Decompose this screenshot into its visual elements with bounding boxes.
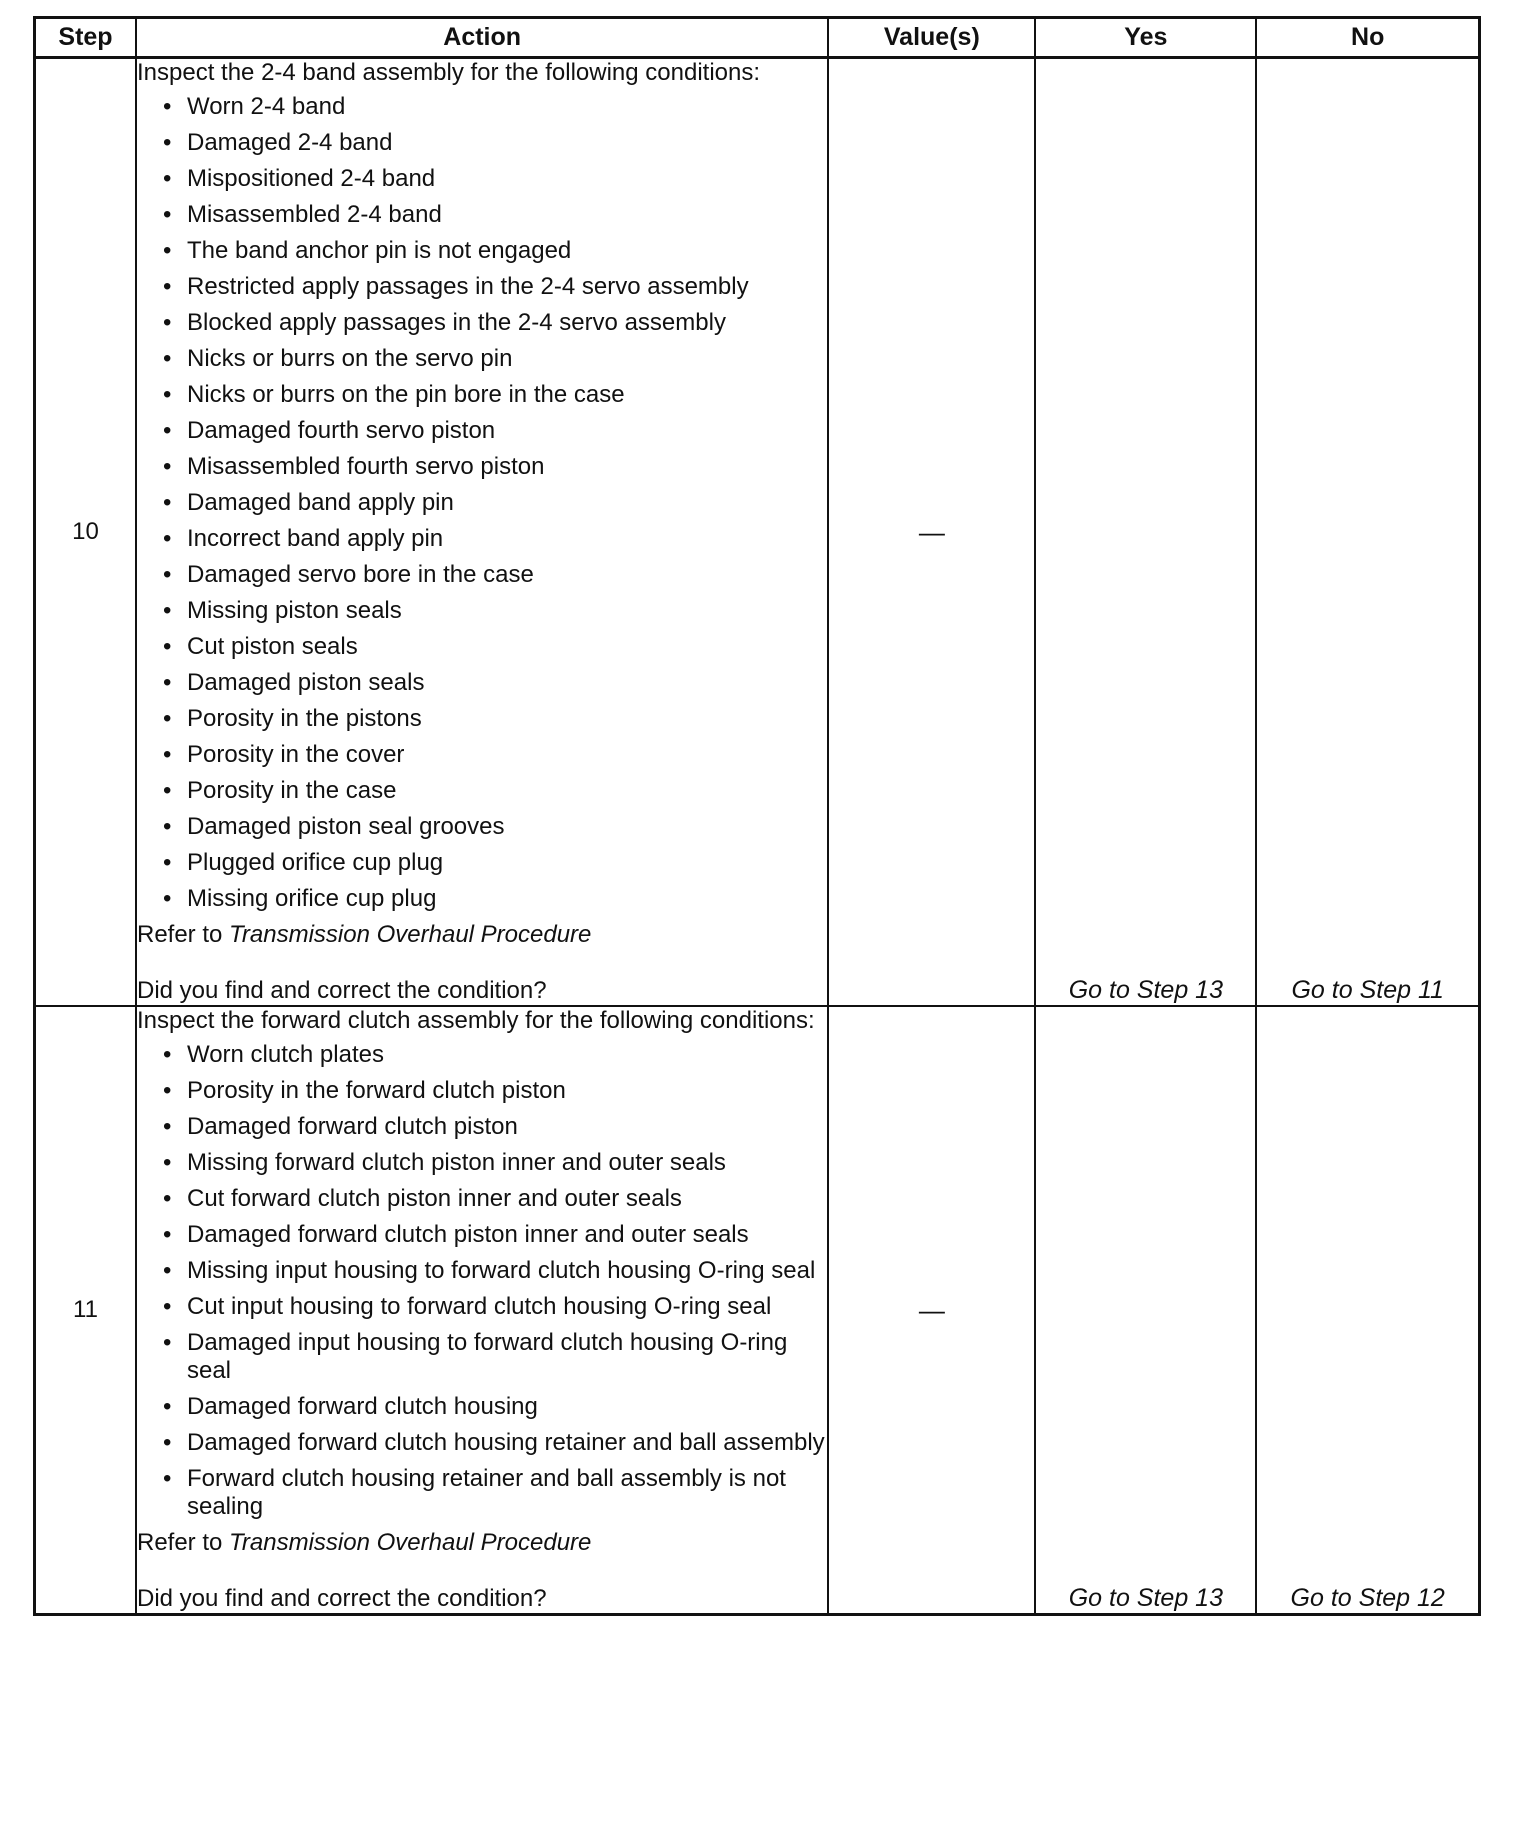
condition-text: Worn 2-4 band: [186, 93, 346, 120]
bullet-icon: •: [162, 561, 172, 588]
bullet-icon: •: [162, 885, 172, 912]
condition-item: [163, 669, 827, 697]
bullet-icon: •: [162, 741, 172, 768]
bullet-icon: •: [162, 309, 172, 336]
condition-text: Blocked apply passages in the 2-4 servo assembly: [186, 309, 726, 336]
condition-item: [163, 309, 827, 337]
bullet-icon: •: [162, 597, 172, 624]
condition-text: Cut forward clutch piston inner and outer seals: [186, 1185, 682, 1212]
step-number: 11: [35, 1006, 136, 1615]
yes-goto: Go to Step 13: [1035, 1006, 1256, 1615]
condition-text: Cut piston seals: [186, 633, 358, 660]
action-cell: [136, 58, 828, 1007]
condition-text: Missing piston seals: [186, 597, 402, 624]
action-intro: Inspect the forward clutch assembly for the following conditions:: [136, 1007, 815, 1034]
bullet-icon: •: [162, 417, 172, 444]
condition-list: [137, 93, 827, 913]
condition-text: Damaged servo bore in the case: [186, 561, 534, 588]
bullet-icon: •: [162, 1113, 172, 1140]
condition-item: [163, 237, 827, 265]
bullet-icon: •: [162, 1429, 172, 1456]
condition-item: [163, 1257, 827, 1285]
refer-document: Transmission Overhaul Procedure: [229, 1529, 592, 1556]
condition-text: Damaged piston seal grooves: [186, 813, 505, 840]
condition-item: [163, 1221, 827, 1249]
condition-text: Porosity in the cover: [186, 741, 405, 768]
condition-text: Misassembled 2-4 band: [186, 201, 442, 228]
header-no: No: [1256, 18, 1479, 58]
condition-item: [163, 345, 827, 373]
condition-text: Damaged piston seals: [186, 669, 425, 696]
condition-item: [163, 705, 827, 733]
bullet-icon: •: [162, 633, 172, 660]
bullet-icon: •: [162, 1257, 172, 1284]
bullet-icon: •: [162, 777, 172, 804]
condition-item: [163, 777, 827, 805]
condition-text: Porosity in the pistons: [186, 705, 422, 732]
bullet-icon: •: [162, 1293, 172, 1320]
condition-text: Missing orifice cup plug: [186, 885, 437, 912]
condition-text: Nicks or burrs on the servo pin: [186, 345, 513, 372]
condition-text: Worn clutch plates: [186, 1041, 384, 1068]
table-body: [35, 58, 1480, 1615]
no-goto: Go to Step 11: [1256, 58, 1479, 1007]
header-action: Action: [136, 18, 828, 58]
condition-text: Porosity in the forward clutch piston: [186, 1077, 566, 1104]
refer-line: [137, 1529, 827, 1557]
bullet-icon: •: [162, 453, 172, 480]
condition-item: [163, 1041, 827, 1069]
action-question: Did you find and correct the condition?: [136, 977, 547, 1004]
bullet-icon: •: [162, 813, 172, 840]
condition-text: Porosity in the case: [186, 777, 397, 804]
condition-text: Incorrect band apply pin: [186, 525, 444, 552]
bullet-icon: •: [162, 1393, 172, 1420]
bullet-icon: •: [162, 1329, 172, 1356]
refer-line: [137, 921, 827, 949]
value-cell: —: [828, 1006, 1035, 1615]
condition-item: [163, 1465, 827, 1521]
condition-item: [163, 813, 827, 841]
condition-item: [163, 489, 827, 517]
header-step: Step: [35, 18, 136, 58]
condition-item: [163, 201, 827, 229]
action-cell: [136, 1006, 828, 1615]
condition-item: [163, 273, 827, 301]
bullet-icon: •: [162, 381, 172, 408]
condition-item: [163, 849, 827, 877]
bullet-icon: •: [162, 237, 172, 264]
condition-text: Damaged forward clutch piston inner and outer seals: [186, 1221, 749, 1248]
condition-item: [163, 633, 827, 661]
condition-text: Damaged band apply pin: [186, 489, 454, 516]
no-goto: Go to Step 12: [1256, 1006, 1479, 1615]
bullet-icon: •: [162, 1149, 172, 1176]
condition-item: [163, 1149, 827, 1177]
action-intro: Inspect the 2-4 band assembly for the following conditions:: [136, 59, 761, 86]
header-row: [35, 18, 1480, 58]
bullet-icon: •: [162, 1465, 172, 1492]
condition-item: [163, 1393, 827, 1421]
condition-text: Damaged fourth servo piston: [186, 417, 496, 444]
condition-text: Damaged forward clutch piston: [186, 1113, 518, 1140]
condition-item: [163, 1113, 827, 1141]
condition-item: [163, 381, 827, 409]
refer-prefix: Refer to: [136, 1529, 223, 1556]
bullet-icon: •: [162, 1077, 172, 1104]
step-number: 10: [35, 58, 136, 1007]
bullet-icon: •: [162, 93, 172, 120]
bullet-icon: •: [162, 669, 172, 696]
condition-text: Missing input housing to forward clutch housing O-ring seal: [186, 1257, 816, 1284]
yes-goto: Go to Step 13: [1035, 58, 1256, 1007]
condition-text: The band anchor pin is not engaged: [186, 237, 572, 264]
condition-item: [163, 453, 827, 481]
condition-text: Misassembled fourth servo piston: [186, 453, 545, 480]
condition-item: [163, 525, 827, 553]
condition-item: [163, 885, 827, 913]
table-row: [35, 1006, 1480, 1615]
table-row: [35, 58, 1480, 1007]
bullet-icon: •: [162, 129, 172, 156]
value-cell: —: [828, 58, 1035, 1007]
condition-text: Damaged forward clutch housing retainer and ball assembly: [186, 1429, 825, 1456]
action-question: Did you find and correct the condition?: [136, 1585, 547, 1612]
bullet-icon: •: [162, 165, 172, 192]
condition-text: Missing forward clutch piston inner and outer seals: [186, 1149, 726, 1176]
condition-item: [163, 561, 827, 589]
condition-item: [163, 1185, 827, 1213]
condition-item: [163, 129, 827, 157]
bullet-icon: •: [162, 849, 172, 876]
diagnostic-table: [33, 16, 1481, 1616]
condition-item: [163, 597, 827, 625]
condition-text: Forward clutch housing retainer and ball assembly is not sealing: [186, 1465, 786, 1520]
bullet-icon: •: [162, 1221, 172, 1248]
bullet-icon: •: [162, 1185, 172, 1212]
header-values: Value(s): [828, 18, 1035, 58]
condition-text: Mispositioned 2-4 band: [186, 165, 436, 192]
condition-list: [137, 1041, 827, 1521]
condition-item: [163, 741, 827, 769]
refer-document: Transmission Overhaul Procedure: [229, 921, 592, 948]
bullet-icon: •: [162, 525, 172, 552]
bullet-icon: •: [162, 273, 172, 300]
condition-text: Plugged orifice cup plug: [186, 849, 444, 876]
condition-text: Nicks or burrs on the pin bore in the case: [186, 381, 625, 408]
bullet-icon: •: [162, 489, 172, 516]
condition-item: [163, 93, 827, 121]
header-yes: Yes: [1035, 18, 1256, 58]
condition-item: [163, 1429, 827, 1457]
bullet-icon: •: [162, 345, 172, 372]
condition-text: Damaged forward clutch housing: [186, 1393, 538, 1420]
condition-text: Cut input housing to forward clutch housing O-ring seal: [186, 1293, 772, 1320]
condition-item: [163, 1329, 827, 1385]
condition-text: Restricted apply passages in the 2-4 servo assembly: [186, 273, 749, 300]
condition-item: [163, 165, 827, 193]
condition-item: [163, 1293, 827, 1321]
bullet-icon: •: [162, 1041, 172, 1068]
refer-prefix: Refer to: [136, 921, 223, 948]
condition-text: Damaged 2-4 band: [186, 129, 393, 156]
condition-text: Damaged input housing to forward clutch housing O-ring seal: [186, 1329, 788, 1384]
bullet-icon: •: [162, 201, 172, 228]
condition-item: [163, 1077, 827, 1105]
condition-item: [163, 417, 827, 445]
bullet-icon: •: [162, 705, 172, 732]
